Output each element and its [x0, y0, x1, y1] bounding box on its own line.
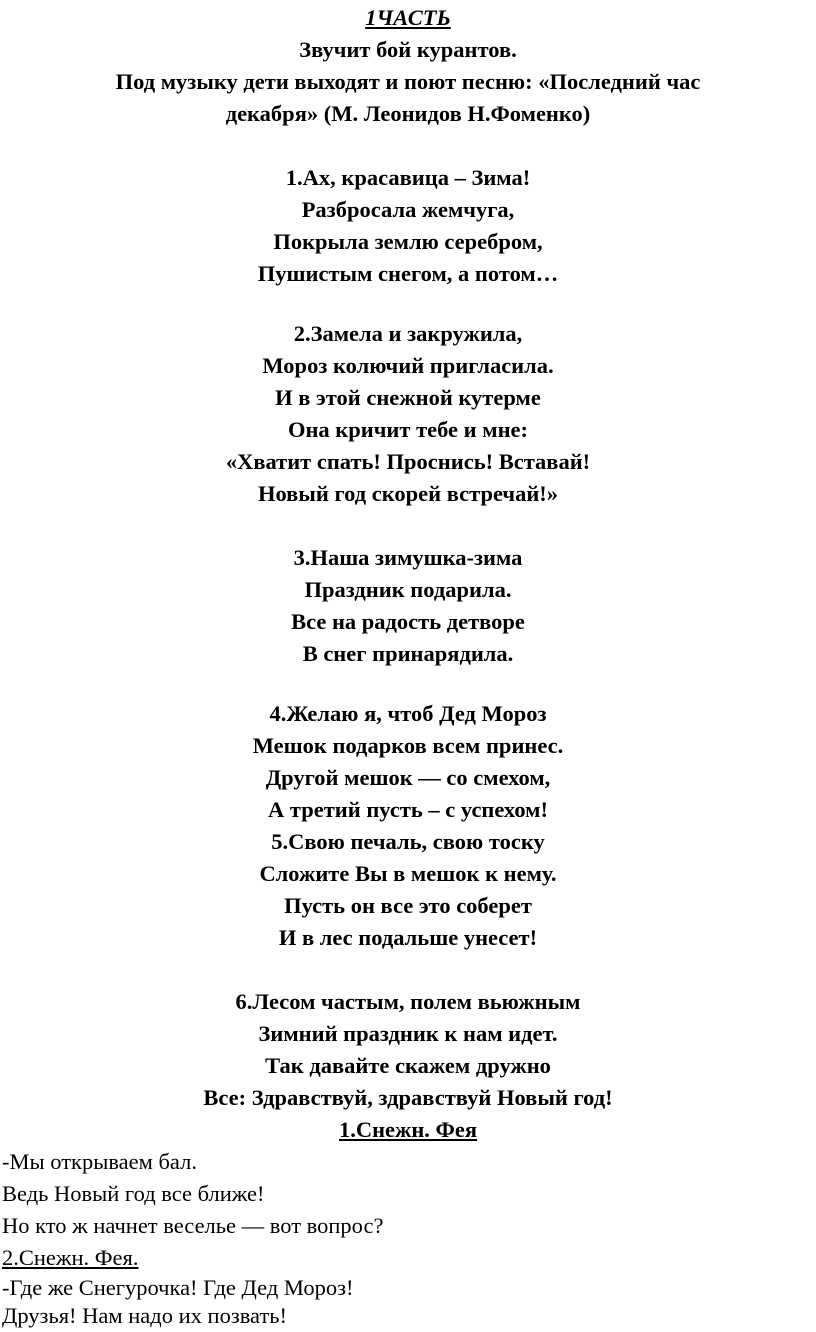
verse-line: А третий пусть – с успехом!	[268, 797, 548, 822]
dialogue-line: Ведь Новый год все ближе!	[2, 1181, 265, 1206]
verse-line: Пусть он все это соберет	[284, 893, 532, 918]
verse-line: Зимний праздник к нам идет.	[258, 1021, 558, 1046]
verse-line: Все: Здравствуй, здравствуй Новый год!	[203, 1085, 613, 1110]
stage-direction: Под музыку дети выходят и поют песню: «Последний час	[115, 69, 701, 94]
verse-line: Мороз колючий пригласила.	[262, 353, 554, 378]
dialogue-line: -Где же Снегурочка! Где Дед Мороз!	[2, 1275, 354, 1300]
verse-line: 2.Замела и закружила,	[293, 321, 523, 346]
verse-line: 5.Свою печаль, свою тоску	[271, 829, 545, 854]
page-title: 1ЧАСТЬ	[365, 5, 451, 30]
verse-line: Разбросала жемчуга,	[301, 197, 515, 222]
verse-line: «Хватит спать! Проснись! Вставай!	[225, 449, 591, 474]
verse-line: И в этой снежной кутерме	[275, 385, 541, 410]
dialogue-line: -Мы открываем бал.	[2, 1149, 197, 1174]
verse-line: Новый год скорей встречай!»	[257, 481, 559, 506]
stage-direction: Звучит бой курантов.	[299, 37, 517, 62]
speaker-heading: 2.Снежн. Фея.	[2, 1245, 139, 1270]
verse-line: Все на радость детворе	[291, 609, 525, 634]
verse-line: Так давайте скажем дружно	[265, 1053, 551, 1078]
verse-line: 4.Желаю я, чтоб Дед Мороз	[269, 701, 547, 726]
speaker-heading: 1.Снежн. Фея	[338, 1117, 478, 1142]
verse-line: 6.Лесом частым, полем вьюжным	[235, 989, 581, 1014]
stage-direction: декабря» (М. Леонидов Н.Фоменко)	[225, 101, 591, 126]
verse-line: Праздник подарила.	[304, 577, 512, 602]
verse-line: И в лес подальше унесет!	[278, 925, 538, 950]
verse-line: Мешок подарков всем принес.	[252, 733, 564, 758]
dialogue-line: Друзья! Нам надо их позвать!	[2, 1303, 288, 1328]
verse-line: Покрыла землю серебром,	[273, 229, 543, 254]
verse-line: 3.Наша зимушка-зима	[293, 545, 523, 570]
verse-line: 1.Ах, красавица – Зима!	[285, 165, 531, 190]
verse-line: Пушистым снегом, а потом…	[257, 261, 559, 286]
verse-line: В снег принарядила.	[302, 641, 514, 666]
verse-line: Сложите Вы в мешок к нему.	[259, 861, 557, 886]
verse-line: Другой мешок — со смехом,	[265, 765, 551, 790]
dialogue-line: Но кто ж начнет веселье — вот вопрос?	[2, 1213, 384, 1238]
verse-line: Она кричит тебе и мне:	[287, 417, 529, 442]
